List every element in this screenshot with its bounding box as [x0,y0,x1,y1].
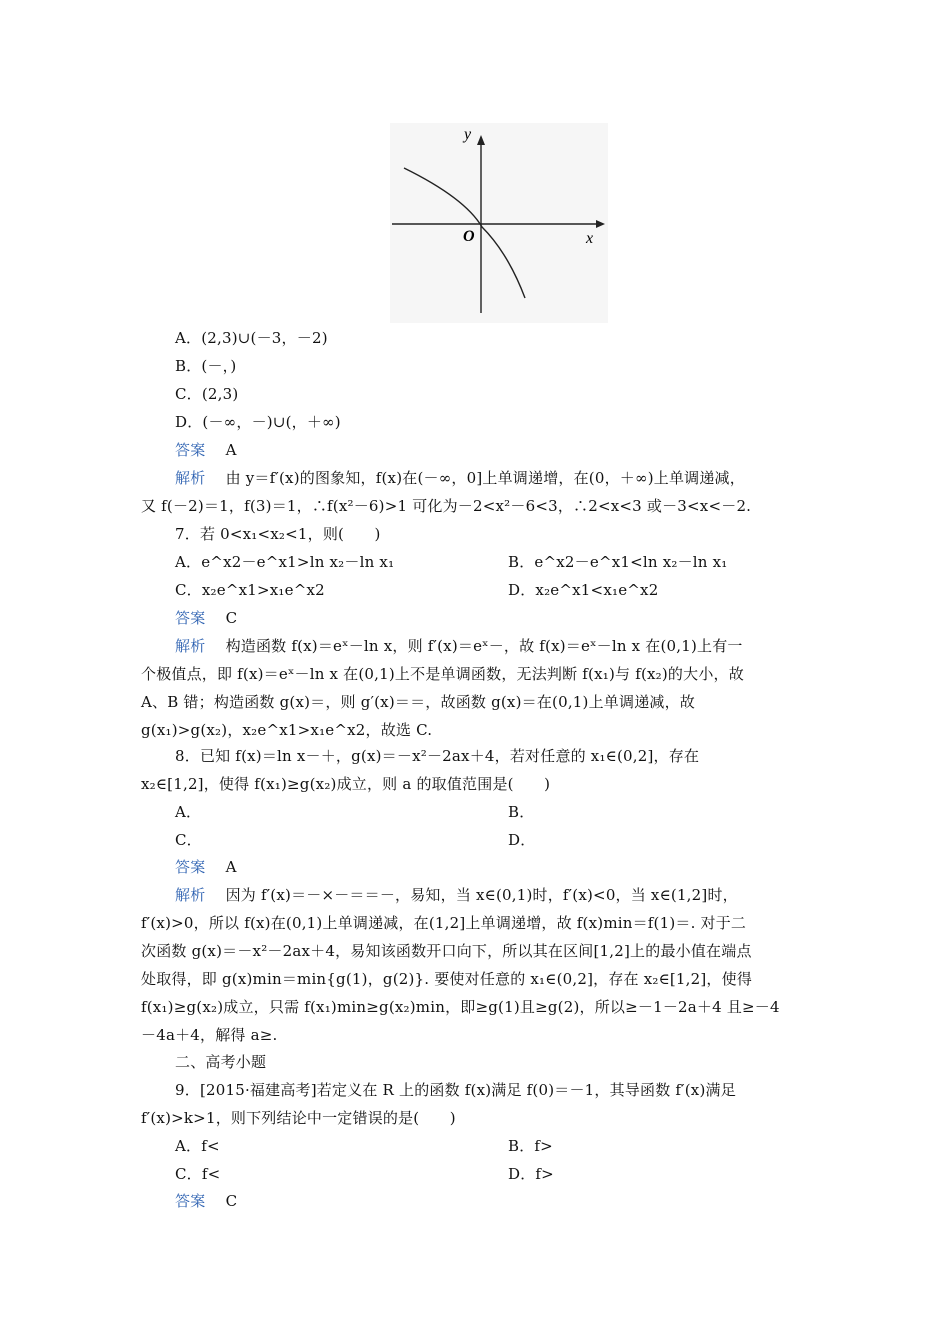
q8-answer-label: 答案 [175,858,206,876]
q8-answer [175,856,237,878]
q7-stem: 7．若 0<x₁<x₂<1，则( ) [175,525,381,543]
derivative-graph-figure [390,123,608,323]
q6-analysis-line-2: 又 f(－2)＝1，f(3)＝1，∴f(x²－6)>1 可化为－2<x²－6<3，∴2<x<3 或－3<x<－2. [141,497,752,515]
q6-option-d: D．(－∞，－)∪(，＋∞) [175,413,341,431]
q6-analysis-text-1: 由 y＝f′(x)的图象知，f(x)在(－∞，0]上单调递增，在(0，＋∞)上单调递减， [225,469,745,487]
q9-option-b: B．f> [508,1137,553,1155]
q8-analysis-line-3: 次函数 g(x)＝－x²－2ax＋4，易知该函数开口向下，所以其在区间[1,2]上的最小值在端点 [141,942,752,960]
graph-svg [390,123,608,323]
q6-option-a: A．(2,3)∪(－3，－2) [175,329,328,347]
q7-option-a: A．e^x2－e^x1>ln x₂－ln x₁ [175,553,395,571]
q6-analysis-line-1 [175,467,745,489]
q7-analysis-label: 解析 [175,637,206,655]
q8-analysis-line-2: f′(x)>0，所以 f(x)在(0,1)上单调递减，在(1,2]上单调递增，故 f(x)min＝f(1)＝. 对于二 [141,914,747,932]
q9-option-c: C．f< [175,1165,221,1183]
q8-analysis-line-1 [175,884,738,906]
q7-analysis-line-2: 个极值点，即 f(x)＝eˣ－ln x 在(0,1)上不是单调函数，无法判断 f(x₁)与 f(x₂)的大小，故 [141,665,744,683]
q8-answer-value: A [225,858,237,876]
q8-option-d: D． [508,831,536,849]
q8-stem-line-2: x₂∈[1,2]，使得 f(x₁)≥g(x₂)成立，则 a 的取值范围是( ) [141,775,551,793]
q8-stem-line-1: 8．已知 f(x)＝ln x－＋，g(x)＝－x²－2ax＋4，若对任意的 x₁∈(0,2]，存在 [175,747,700,765]
y-axis-arrow-icon [477,135,485,145]
q6-answer-value: A [225,441,237,459]
q7-option-b: B．e^x2－e^x1<ln x₂－ln x₁ [508,553,728,571]
q9-answer-label: 答案 [175,1192,206,1210]
q8-analysis-line-4: 处取得，即 g(x)min＝min{g(1)，g(2)}. 要使对任意的 x₁∈(0,2]，存在 x₂∈[1,2]，使得 [141,970,753,988]
q7-answer [175,607,237,629]
q6-answer-label: 答案 [175,441,206,459]
q7-option-d: D．x₂e^x1<x₁e^x2 [508,581,659,599]
q6-option-b: B．(－，) [175,357,237,375]
x-axis-label: x [586,230,594,247]
x-axis-arrow-icon [596,220,605,228]
q8-option-b: B． [508,803,535,821]
q6-option-c: C．(2,3) [175,385,239,403]
q9-option-d: D．f> [508,1165,554,1183]
q8-analysis-text-1: 因为 f′(x)＝－×－＝＝－，易知，当 x∈(0,1)时，f′(x)<0，当 x∈(1,2]时， [225,886,738,904]
origin-label: O [463,228,475,245]
q7-answer-value: C [225,609,238,627]
q8-analysis-line-6: －4a＋4，解得 a≥. [141,1026,278,1044]
q9-answer-value: C [225,1192,238,1210]
q9-option-a: A．f< [175,1137,220,1155]
q7-analysis-text-1: 构造函数 f(x)＝eˣ－ln x，则 f′(x)＝eˣ－，故 f(x)＝eˣ－ln x 在(0,1)上有一 [225,637,743,655]
q6-answer [175,439,237,461]
q8-analysis-line-5: f(x₁)≥g(x₂)成立，只需 f(x₁)min≥g(x₂)min，即≥g(1)且≥g(2)，所以≥－1－2a＋4 且≥－4 [141,998,780,1016]
section-title: 二、高考小题 [175,1053,267,1071]
q8-option-a: A． [175,803,202,821]
q9-stem-line-2: f′(x)>k>1，则下列结论中一定错误的是( ) [141,1109,456,1127]
q7-answer-label: 答案 [175,609,206,627]
q7-option-c: C．x₂e^x1>x₁e^x2 [175,581,325,599]
q7-analysis-line-1 [175,635,743,657]
q7-analysis-line-3: A、B 错；构造函数 g(x)＝，则 g′(x)＝＝，故函数 g(x)＝在(0,1)上单调递减，故 [141,693,695,711]
q7-analysis-line-4: g(x₁)>g(x₂)，x₂e^x1>x₁e^x2，故选 C. [141,721,433,739]
q8-analysis-label: 解析 [175,886,206,904]
q8-option-c: C． [175,831,202,849]
q9-answer [175,1190,237,1212]
y-axis-label: y [464,126,472,143]
q9-stem-line-1: 9．[2015·福建高考]若定义在 R 上的函数 f(x)满足 f(0)＝－1，其导函数 f′(x)满足 [175,1081,736,1099]
q6-analysis-label: 解析 [175,469,206,487]
